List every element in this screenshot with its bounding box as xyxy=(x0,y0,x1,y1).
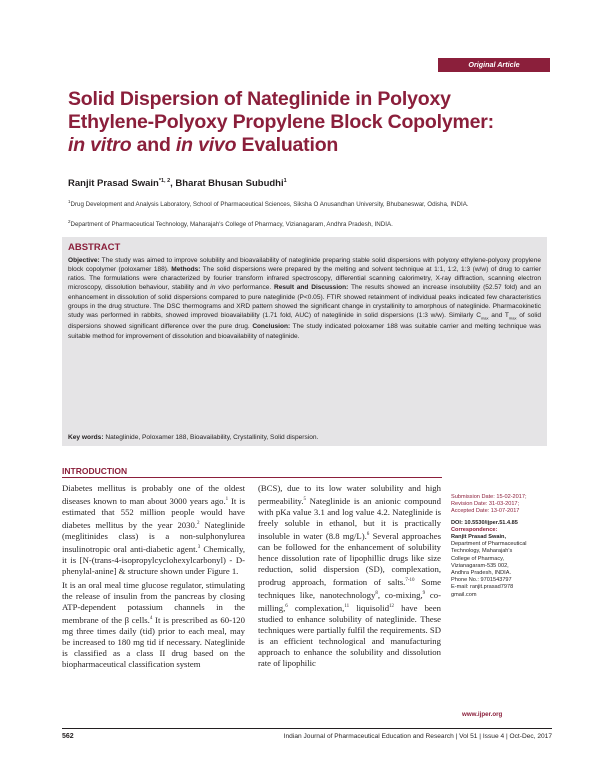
intro-text: Nateglinide is an anionic compound with pKa value 3.1 and log value 4.2. Nateglinide is freely soluble in ethanol, but it is practically insoluble in water (8.8 mg/L). xyxy=(258,495,441,541)
body-column-2 xyxy=(258,483,441,669)
methods-label: Methods: xyxy=(171,266,201,274)
intro-text: Nateglinide (meglitinides class) is a non-sulphonylurea insulinotropic oral anti-diabetic agent. xyxy=(62,519,245,554)
title-evaluation: Evaluation xyxy=(236,134,339,156)
citation: 8 xyxy=(375,591,378,597)
correspondence-address: Technology, Maharajah's xyxy=(451,548,513,555)
affiliation-2-text: Department of Pharmaceutical Technology, Maharajah's College of Pharmacy, Vizianagaram, Andhra Pradesh, INDIA. xyxy=(70,221,393,229)
citation: 12 xyxy=(389,604,395,610)
intro-paragraph-3 xyxy=(258,483,441,669)
submission-date: Submission Date: 15-02-2017; xyxy=(451,494,527,500)
keywords-text: Nateglinide, Poloxamer 188, Bioavailability, Crystallinity, Solid dispersion. xyxy=(103,434,319,441)
correspondence-address: Vizianagaram-535 002, xyxy=(451,562,509,569)
title-in-vitro: in vitro xyxy=(68,134,132,156)
author-1: Ranjit Prasad Swain xyxy=(68,178,159,190)
author-1-affil: *1, 2 xyxy=(158,178,171,184)
introduction-rule xyxy=(62,477,442,478)
intro-text: complexation, xyxy=(287,602,345,613)
body-column-1 xyxy=(62,483,245,670)
title-in-vivo: in vivo xyxy=(175,134,237,156)
correspondence-label: Correspondence: xyxy=(451,526,498,533)
methods-text: The solid dispersions were prepared by the melting and solvent technique at 1:1, 1:2, 1:3 (w/w) of drug to carrier ratios. The formulations were characterized by fourier transform infrared spectroscopy, differential scanning calorimetry, X-ray diffraction, scanning electron microscopy, dissolution behaviour, stability and xyxy=(68,266,541,292)
results-label: Result and Discussion: xyxy=(273,284,349,292)
correspondence-email: E-mail: ranjit.prasad7978 xyxy=(451,584,514,591)
intro-text: Diabetes mellitus is probably one of the oldest diseases known to man about 3000 years ago. xyxy=(62,483,245,506)
conclusion-text: The study indicated poloxamer 188 was suitable carrier and melting technique was suitable method for improvement of dissolution and bioavailability of nateglinide. xyxy=(68,323,541,340)
author-2-affil: 1 xyxy=(283,178,287,184)
affiliation-1-number: 1 xyxy=(68,199,71,204)
correspondence-address: Department of Pharmaceutical xyxy=(451,541,527,548)
correspondence-address: College of Pharmacy, xyxy=(451,555,505,562)
abstract-body xyxy=(68,256,541,341)
citation: 2 xyxy=(197,521,200,527)
introduction-heading: INTRODUCTION xyxy=(62,466,128,476)
intro-text: , co-mixing, xyxy=(377,589,423,600)
citation: 7-10 xyxy=(405,578,415,584)
intro-text: Some techniques like, nanotechnology xyxy=(258,577,442,600)
intro-text: have been studied to enhance solubility of nateglinide. These techniques were partially fulfil the requirements. SD is an efficient technological and manufacturing approach to enhance the solubility and dissolution rate of lipophilic xyxy=(258,602,441,669)
intro-text: It is an oral meal time glucose regulator, stimulating the release of insulin from the pancreas by closing ATP-dependent potassium channels in the membrane of the β cells. xyxy=(62,580,245,626)
correspondence-name: Ranjit Prasad Swain, xyxy=(451,534,507,541)
journal-citation: Indian Journal of Pharmaceutical Education and Research | Vol 51 | Issue 4 | Oct-Dec, 2017 xyxy=(283,733,552,740)
results-and-t: and T xyxy=(488,311,509,319)
cmax-subscript: max xyxy=(480,315,489,321)
intro-text: co-milling, xyxy=(258,589,441,613)
author-list xyxy=(68,178,287,189)
intro-text: Several approaches can be followed for the enhancement of solubility hence dissolution rate of lipophillic drugs like size reduction, solid dispersion (SD), complexation, prodrug approach, formation of salts. xyxy=(258,530,441,588)
results-end: of solid dispersions showed significant difference over the pure drug. xyxy=(68,311,541,331)
citation: 9 xyxy=(422,591,426,597)
correspondence-phone: Phone No.: 9701543797 xyxy=(451,577,512,584)
citation: 3 xyxy=(197,545,201,551)
doi: DOI: 10.5530/ijper.51.4.85 xyxy=(451,519,518,526)
conclusion-label: Conclusion: xyxy=(252,323,291,331)
citation: 6 xyxy=(285,604,288,610)
affiliation-1-text: Drug Development and Analysis Laboratory, School of Pharmaceutical Sciences, Siksha O Anusandhan University, Bhubaneswar, Odisha, INDIA. xyxy=(70,201,469,209)
intro-text: It is estimated that 552 million people would have diabetes mellitus by the year 2030. xyxy=(62,495,245,530)
journal-website-link[interactable]: www.ijper.org xyxy=(462,711,503,718)
affiliation-2 xyxy=(68,218,538,230)
abstract-heading: ABSTRACT xyxy=(68,242,121,253)
footer-rule xyxy=(62,728,552,729)
correspondence-email-cont: gmail.com xyxy=(451,591,477,598)
objective-label: Objective: xyxy=(68,257,100,264)
affiliation-1 xyxy=(68,198,538,210)
title-line-1: Solid Dispersion of Nateglinide in Polyoxy xyxy=(68,88,451,110)
intro-text: It is prescribed as 60-120 mg three times daily (tid) prior to each meal, may be increased to 180 mg tid if necessary. Nateglinide is classified as a class II drug based on the biopharmaceutical classification system xyxy=(62,615,245,670)
methods-in-vivo: in vivo xyxy=(210,284,230,292)
title-and: and xyxy=(131,134,176,156)
affiliation-2-number: 2 xyxy=(68,219,71,224)
title-line-3 xyxy=(68,134,558,157)
tmax-subscript: max xyxy=(508,315,517,321)
objective-text: The study was aimed to improve solubility and bioavailability of nateglinide preparing stable solid dispersions with polyoxy ethylene-polyoxy propylene block copolymer (poloxamer 188). xyxy=(68,257,541,274)
citation: 1 xyxy=(225,497,229,503)
methods-end: performance. xyxy=(229,284,274,292)
accepted-date: Accepted Date: 13-07-2017 xyxy=(451,508,520,515)
intro-text: (BCS), due to its low water solubility and high permeability. xyxy=(258,483,441,506)
citation: 5 xyxy=(303,497,307,503)
intro-paragraph-1 xyxy=(62,483,245,577)
citation: 4 xyxy=(149,616,153,622)
author-2: Bharat Bhusan Subudhi xyxy=(175,178,284,190)
article-info-sidebar xyxy=(451,494,551,599)
author-separator: , xyxy=(170,178,176,190)
keywords xyxy=(68,434,318,441)
citation: 6 xyxy=(366,532,370,538)
revision-date: Revision Date: 31-03-2017; xyxy=(451,501,520,508)
title-line-2: Ethylene-Polyoxy Propylene Block Copolymer: xyxy=(68,111,494,133)
citation: 11 xyxy=(344,604,350,610)
article-title xyxy=(68,88,558,157)
intro-paragraph-2 xyxy=(62,580,245,670)
keywords-label: Key words: xyxy=(68,434,104,441)
article-type-badge: Original Article xyxy=(438,58,550,72)
intro-text: Chemically, it is [N-(trans-4-isopropylcyclohexylcarbonyl) - D-phenylal-anine] & structure shown under Figure 1. xyxy=(62,543,246,576)
page-number: 562 xyxy=(62,733,74,740)
results-text: The results showed an increase insolubility (52.57 fold) and an enhancement in dissolution of solid dispersions compared to pure nateglinide (P<0.05). FTIR showed retainment of individual peaks indicated few characteristics groups in the drug structure. The DSC thermograms and XRD pattern showed the significant change in crystallinity to amorphous of nateglinide. Pharmacokinetic study was performed in rabbits, showed improved bioavailability (1.71 fold, AUC) of nateglinide in solid dispersions (1:3 w/w). Similarly C xyxy=(68,284,541,319)
correspondence-address: Andhra Pradesh, INDIA. xyxy=(451,570,512,577)
intro-text: liquisolid xyxy=(349,602,390,613)
